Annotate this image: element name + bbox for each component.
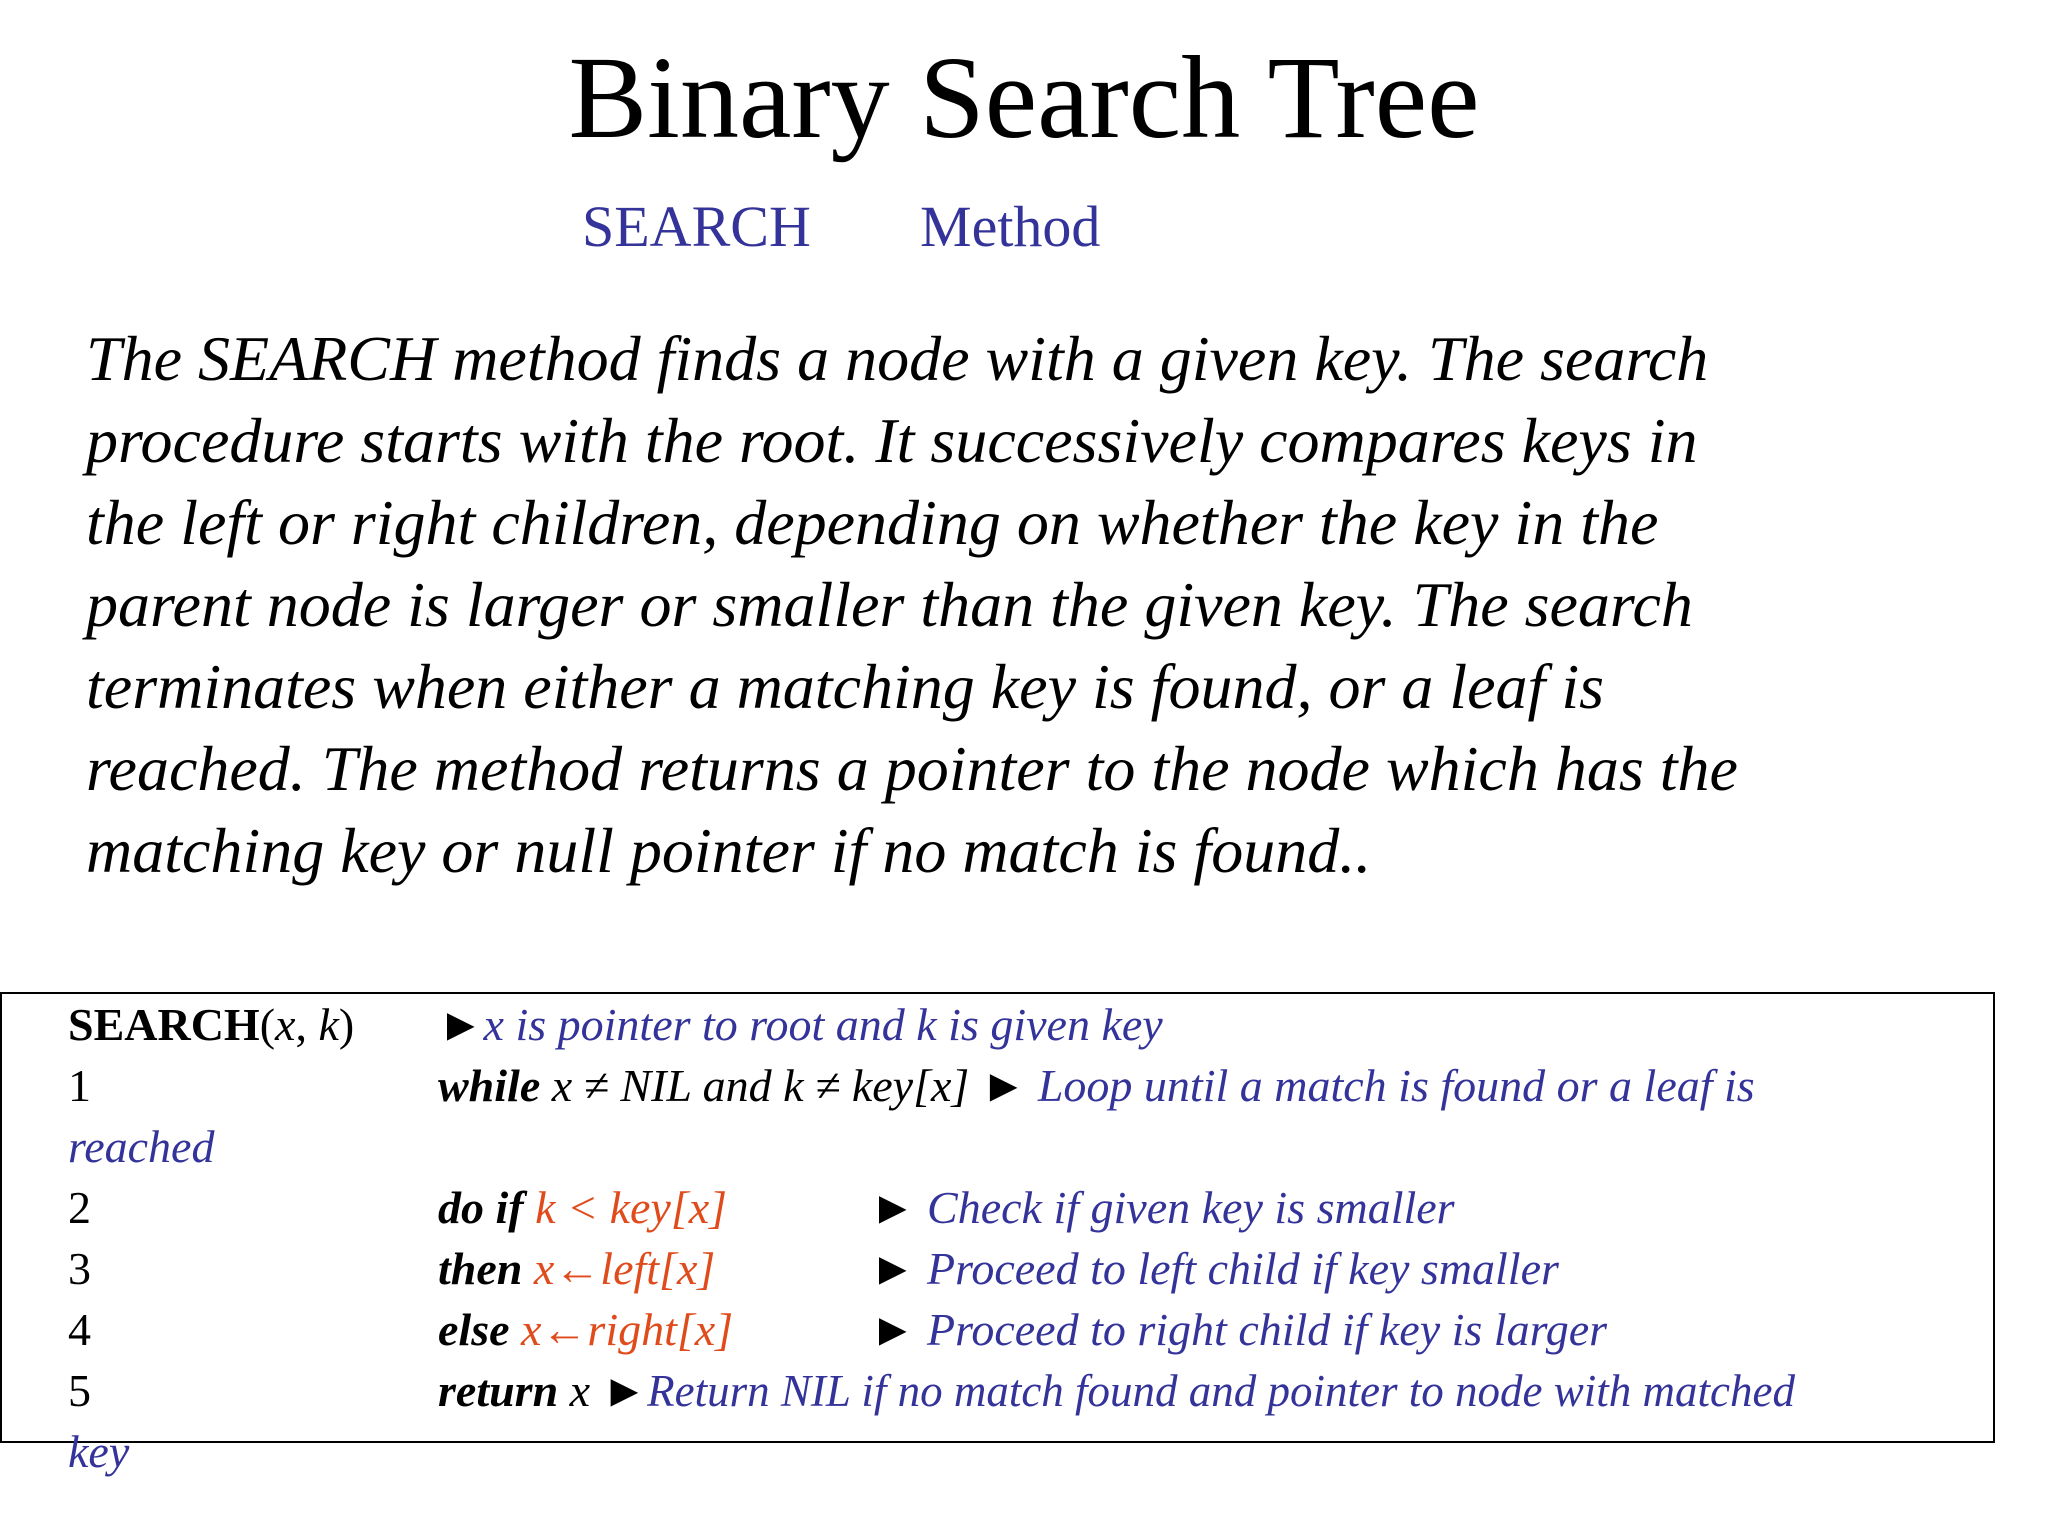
pseudocode-header: [68, 994, 354, 1055]
line-2-comment: [870, 1177, 1455, 1238]
comment-text: Return NIL if no match found and pointer to node with matched: [647, 1366, 1795, 1416]
keyword-then: then: [438, 1243, 523, 1294]
keyword-do-if: do if: [438, 1182, 524, 1233]
comment-arrow-icon: ►: [870, 1304, 928, 1355]
keyword-while: while: [438, 1060, 541, 1111]
line-number: 1: [68, 1060, 91, 1111]
line-number: 2: [68, 1182, 91, 1233]
description-paragraph: [86, 318, 1986, 892]
line-number: 3: [68, 1243, 91, 1294]
subtitle-search: SEARCH: [582, 194, 811, 259]
comment-arrow-icon: ►: [438, 999, 484, 1050]
comment-arrow-icon: ►: [601, 1365, 648, 1416]
code-line-1: [438, 1055, 1755, 1116]
comment-text: Loop until a match is found or a leaf is: [1037, 1060, 1755, 1111]
comment-arrow-icon: ►: [980, 1060, 1038, 1111]
code-line-2: [438, 1177, 727, 1238]
comment-wrap: reached: [68, 1121, 215, 1172]
paragraph-line: terminates when either a matching key is found, or a leaf is: [86, 651, 1604, 722]
param-x: x: [275, 999, 296, 1050]
header-comment: [438, 994, 1163, 1055]
paragraph-line: procedure starts with the root. It successively compares keys in: [86, 405, 1698, 476]
subtitle-method: Method: [920, 194, 1101, 259]
comment-text: Check if given key is smaller: [927, 1182, 1455, 1233]
slide-title: Binary Search Tree: [568, 32, 1480, 163]
comment-arrow-icon: ►: [870, 1243, 928, 1294]
line-4-comment: [870, 1299, 1607, 1360]
code-line-3: [438, 1238, 715, 1299]
keyword-else: else: [438, 1304, 510, 1355]
paragraph-line: reached. The method returns a pointer to the node which has the: [86, 733, 1738, 804]
line-3-comment: [870, 1238, 1559, 1299]
paragraph-line: matching key or null pointer if no match is found..: [86, 815, 1372, 886]
paren-close: ): [338, 999, 355, 1050]
code-line-5: [438, 1360, 1795, 1422]
comment-text: Proceed to right child if key is larger: [927, 1304, 1608, 1355]
loop-condition: x ≠ NIL and k ≠ key[x]: [540, 1060, 981, 1111]
keyword-return: return: [438, 1365, 559, 1416]
assign-right: x←right[x]: [509, 1304, 734, 1355]
paren-open: (: [259, 999, 276, 1050]
comment-text: x is pointer to root and k is given key: [483, 999, 1163, 1050]
comment-wrap: key: [68, 1426, 130, 1477]
param-separator: ,: [295, 999, 319, 1050]
return-value: x: [558, 1365, 602, 1416]
param-k: k: [318, 999, 339, 1050]
paragraph-line: parent node is larger or smaller than the given key. The search: [86, 569, 1693, 640]
function-name: SEARCH: [68, 999, 260, 1050]
comment-arrow-icon: ►: [870, 1182, 928, 1233]
paragraph-line: the left or right children, depending on whether the key in the: [86, 487, 1659, 558]
assign-left: x←left[x]: [522, 1243, 716, 1294]
line-number: 5: [68, 1365, 91, 1416]
comment-text: Proceed to left child if key smaller: [927, 1243, 1559, 1294]
paragraph-line: The SEARCH method finds a node with a given key. The search: [86, 323, 1709, 394]
line-number: 4: [68, 1304, 91, 1355]
compare-expression: k < key[x]: [523, 1182, 728, 1233]
code-line-4: [438, 1299, 733, 1360]
